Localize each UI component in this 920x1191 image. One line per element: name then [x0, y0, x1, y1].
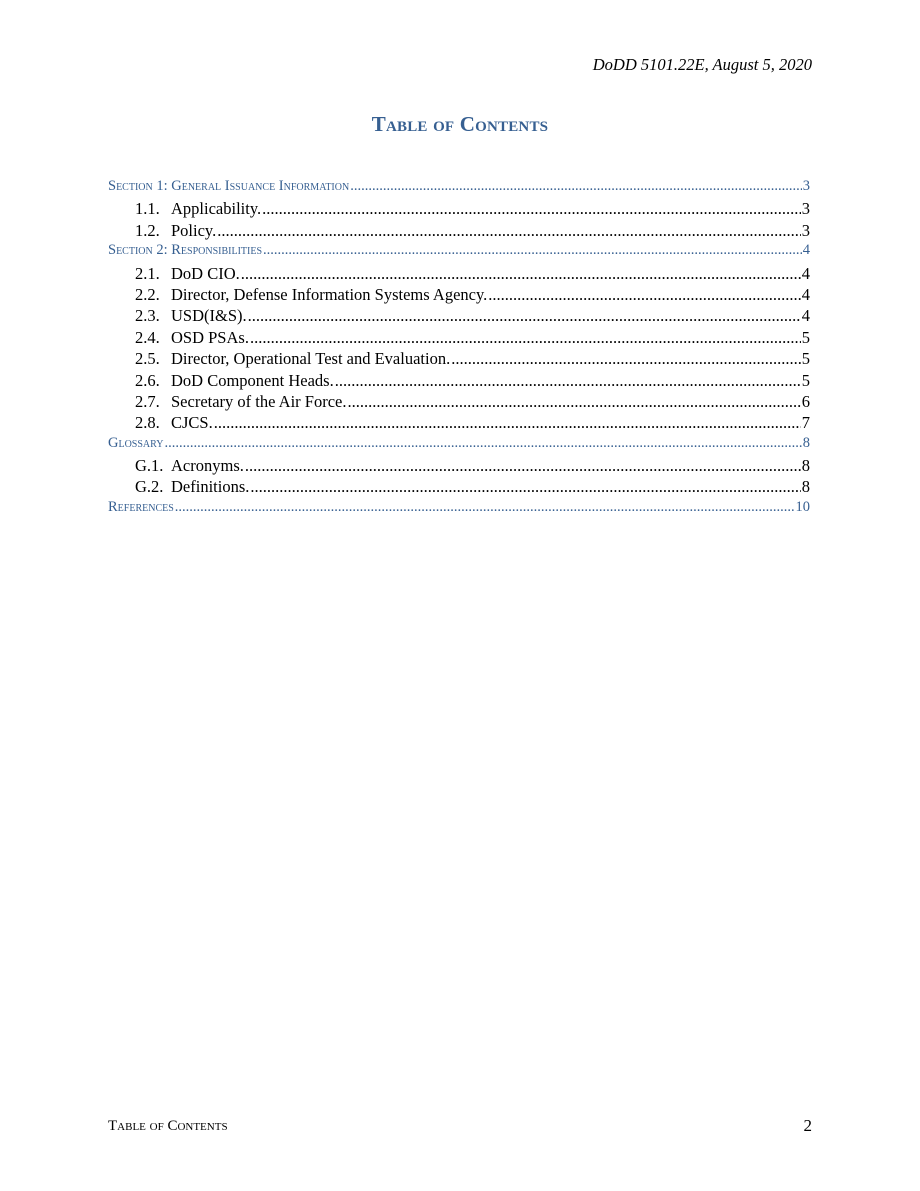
- page-title: Table of Contents: [371, 112, 549, 136]
- toc-entry-text: [135, 221, 216, 241]
- toc-entry-label: Director, Operational Test and Evaluation.: [171, 349, 451, 369]
- toc-entry-text: [135, 392, 346, 412]
- toc-page-number: 3: [802, 178, 810, 194]
- dot-leader: [165, 435, 802, 452]
- toc-entry-text: [135, 456, 244, 476]
- toc-entry-number: G.1.: [135, 456, 164, 476]
- toc-entry-number: 1.1.: [135, 199, 160, 219]
- toc-section-entry[interactable]: [108, 242, 810, 263]
- toc-subsection-entry[interactable]: [108, 221, 810, 242]
- toc-entry-text: [135, 264, 240, 284]
- dot-leader: [335, 371, 801, 391]
- footer-section-name: Table of Contents: [108, 1118, 228, 1134]
- toc-subsection-entry[interactable]: [108, 199, 810, 220]
- toc-entry-text: [135, 413, 213, 433]
- dot-leader: [217, 221, 801, 241]
- toc-entry-label: Secretary of the Air Force.: [171, 391, 347, 411]
- toc-page-number: 8: [801, 477, 810, 497]
- toc-subsection-entry[interactable]: [108, 477, 810, 498]
- toc-entry-text: [108, 178, 349, 195]
- toc-section-entry[interactable]: [108, 178, 810, 199]
- toc-entry-number: 2.6.: [135, 370, 160, 390]
- toc-subsection-entry[interactable]: [108, 328, 810, 349]
- toc-entry-text: [135, 306, 247, 326]
- dot-leader: [245, 456, 801, 476]
- toc-page-number: 4: [801, 306, 810, 326]
- toc-entry-label: Definitions.: [171, 477, 250, 497]
- toc-entry-label: Section 1: General Issuance Information: [108, 178, 350, 194]
- toc-entry-label: Director, Defense Information Systems Agency.: [171, 284, 488, 304]
- toc-entry-number: 2.7.: [135, 391, 160, 411]
- dot-leader: [347, 392, 800, 412]
- toc-entry-text: [108, 242, 262, 259]
- toc-entry-text: [135, 477, 249, 497]
- toc-page-number: 4: [802, 242, 810, 259]
- toc-page-number: 6: [801, 391, 810, 411]
- toc-subsection-entry[interactable]: [108, 413, 810, 434]
- toc-entry-label: Applicability.: [171, 199, 262, 219]
- toc-entry-number: 2.8.: [135, 413, 160, 433]
- toc-page-number: 5: [801, 327, 810, 347]
- dot-leader: [250, 328, 801, 348]
- toc-entry-label: Glossary: [108, 434, 164, 451]
- dot-leader: [250, 477, 800, 497]
- toc-section-entry[interactable]: [108, 435, 810, 456]
- toc-entry-text: [135, 199, 261, 219]
- footer-page-number: 2: [803, 1116, 812, 1135]
- toc-subsection-entry[interactable]: [108, 285, 810, 306]
- toc-entry-label: OSD PSAs.: [171, 327, 249, 347]
- toc-page-number: 5: [801, 349, 810, 369]
- toc-entry-number: 2.1.: [135, 263, 160, 283]
- toc-page-number: 10: [795, 498, 810, 515]
- dot-leader: [214, 413, 801, 433]
- toc-entry-label: CJCS.: [171, 413, 213, 433]
- toc-entry-number: 1.2.: [135, 220, 160, 240]
- toc-entry-text: [135, 285, 487, 305]
- toc-entry-label: DoD CIO.: [171, 263, 240, 283]
- dot-leader: [263, 242, 802, 259]
- toc-page-number: 4: [801, 284, 810, 304]
- toc-subsection-entry[interactable]: [108, 371, 810, 392]
- toc-page-number: 8: [801, 456, 810, 476]
- dot-leader: [451, 349, 801, 369]
- toc-entry-number: 2.3.: [135, 306, 160, 326]
- toc-page-number: 7: [801, 413, 810, 433]
- toc-entry-number: G.2.: [135, 477, 164, 497]
- toc-entry-number: 2.2.: [135, 284, 160, 304]
- dot-leader: [350, 178, 802, 195]
- running-head: DoDD 5101.22E, August 5, 2020: [592, 55, 812, 74]
- toc-subsection-entry[interactable]: [108, 264, 810, 285]
- toc-page-number: 8: [802, 434, 810, 451]
- toc-entry-text: [108, 499, 174, 516]
- toc-subsection-entry[interactable]: [108, 349, 810, 370]
- toc-entry-label: References: [108, 498, 174, 515]
- toc-entry-label: Policy.: [171, 220, 217, 240]
- toc-entry-label: Section 2: Responsibilities: [108, 242, 263, 259]
- dot-leader: [241, 264, 801, 284]
- toc-page-number: 3: [801, 220, 810, 240]
- toc-entry-text: [135, 349, 450, 369]
- toc-entry-label: Acronyms.: [171, 456, 244, 476]
- toc-entry-label: DoD Component Heads.: [171, 370, 334, 390]
- toc-entry-number: 2.4.: [135, 327, 160, 347]
- toc-subsection-entry[interactable]: [108, 306, 810, 327]
- toc-entry-text: [108, 435, 164, 452]
- toc-entry-label: USD(I&S).: [171, 306, 247, 326]
- toc-page-number: 5: [801, 370, 810, 390]
- toc-entry-number: 2.5.: [135, 349, 160, 369]
- dot-leader: [488, 285, 800, 305]
- dot-leader: [262, 199, 801, 219]
- toc-subsection-entry[interactable]: [108, 392, 810, 413]
- toc-subsection-entry[interactable]: [108, 456, 810, 477]
- toc-page-number: 4: [801, 263, 810, 283]
- toc-section-entry[interactable]: [108, 499, 810, 520]
- toc-page-number: 3: [801, 199, 810, 219]
- dot-leader: [248, 306, 801, 326]
- toc-entry-text: [135, 371, 334, 391]
- table-of-contents: [108, 178, 810, 520]
- toc-entry-text: [135, 328, 249, 348]
- dot-leader: [175, 499, 795, 516]
